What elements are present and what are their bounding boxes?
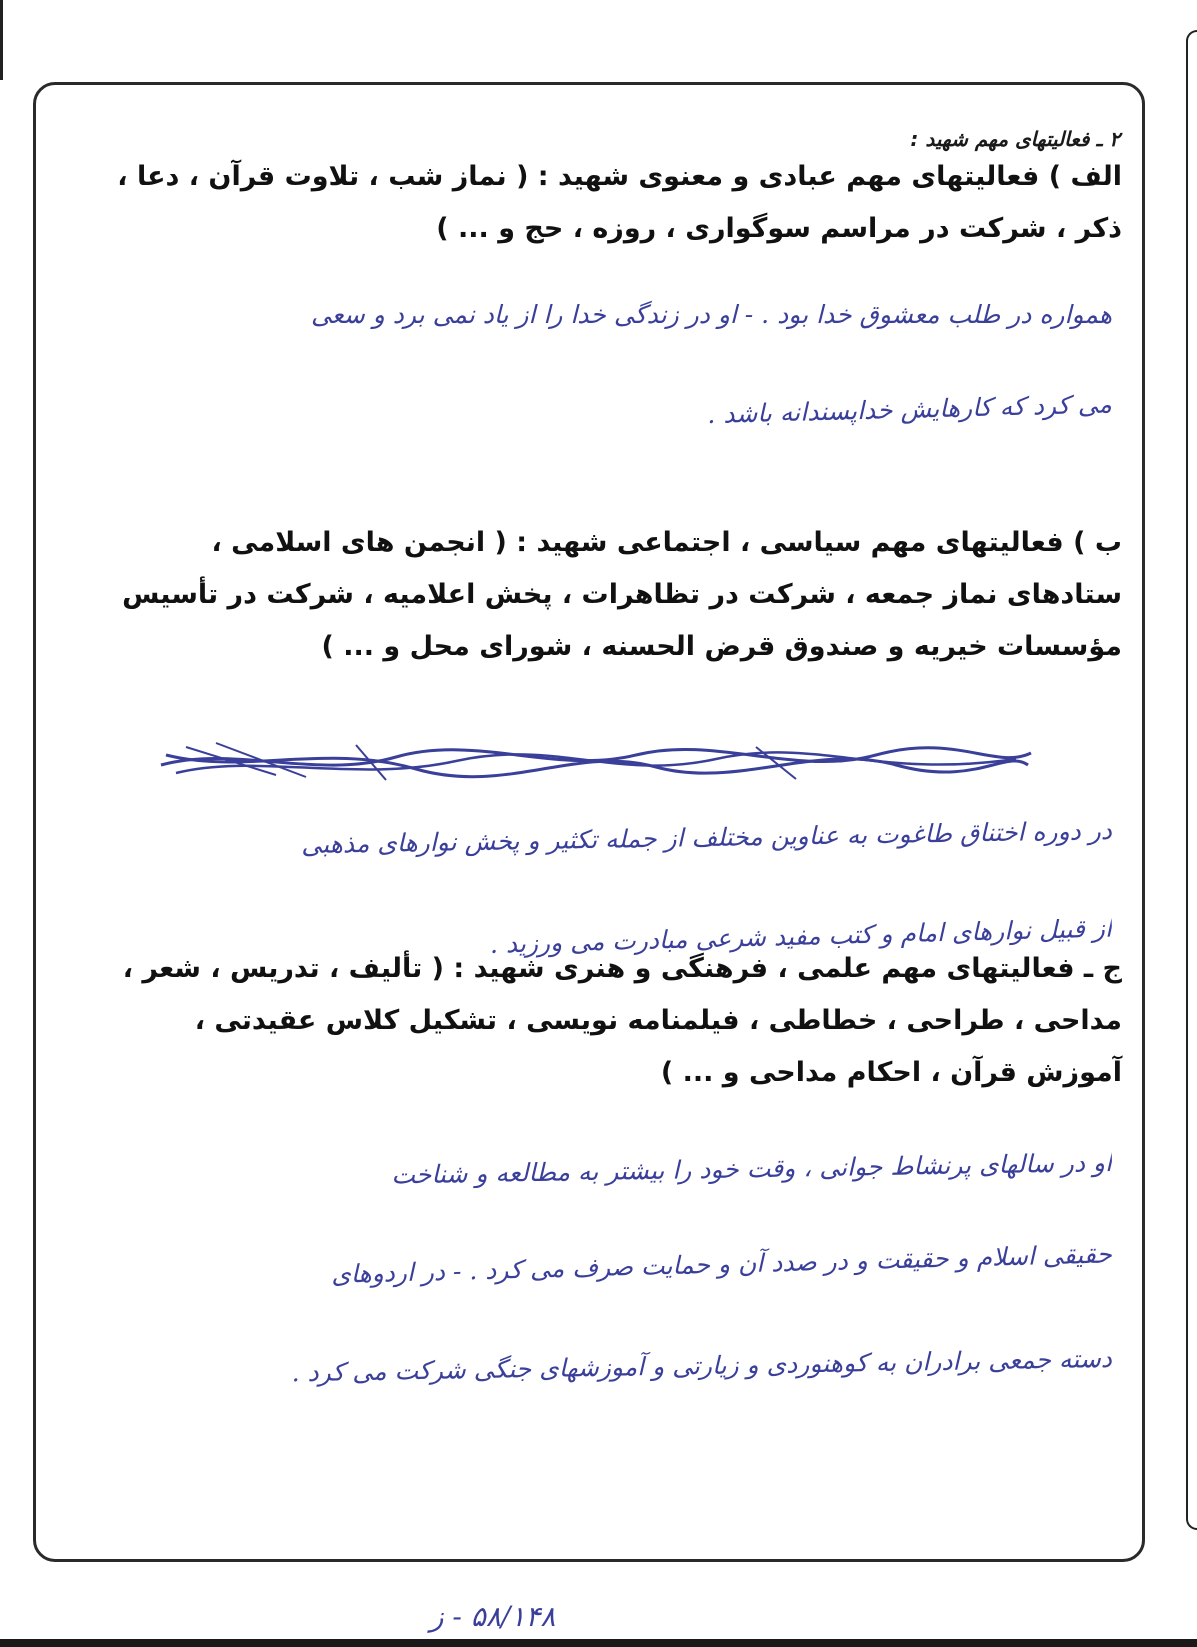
section-a-text [56, 151, 1122, 255]
section-a-handwritten-1: همواره در طلب معشوق خدا بود . - او در زندگی خدا را از یاد نمی برد و سعی [310, 300, 1112, 329]
adjacent-page-frame [1186, 30, 1197, 1530]
section-c-line-3: آموزش قرآن ، احکام مداحی و ... ) [660, 1057, 1122, 1088]
section-c-text [56, 943, 1122, 1099]
scan-bottom-edge [0, 1639, 1197, 1647]
section-b-handwritten-2: از قبیل نوارهای امام و کتب مفید شرعی مبادرت می ورزید . [489, 913, 1113, 959]
section-c-handwritten-1: او در سالهای پرنشاط جوانی ، وقت خود را بیشتر به مطالعه و شناخت [391, 1147, 1113, 1190]
section-b-handwritten-1: در دوره اختناق طاغوت به عناوین مختلف از جمله تکثیر و پخش نوارهای مذهبی [300, 815, 1113, 860]
page-frame [33, 82, 1145, 1562]
section-c-line-2: مداحی ، طراحی ، خطاطی ، فیلمنامه نویسی ، تشکیل کلاس عقیدتی ، [194, 1005, 1122, 1036]
section-b-line-1: ب ) فعالیتهای مهم سیاسی ، اجتماعی شهید : ( انجمن های اسلامی ، [211, 527, 1122, 558]
section-heading: ۲ ـ فعالیتهای مهم شهید : [910, 127, 1120, 151]
section-c-handwritten-2: حقیقی اسلام و حقیقت و در صدد آن و حمایت صرف می کرد . - در اردوهای [330, 1239, 1113, 1289]
section-a-handwritten-2: می کرد که کارهایش خداپسندانه باشد . [706, 389, 1113, 430]
crossed-out-scribble [156, 725, 1036, 795]
page-number-note: ۵۸/۱۴۸ - ز [430, 1600, 556, 1633]
section-c-handwritten-3: دسته جمعی برادران به کوهنوردی و زیارتی و آموزشهای جنگی شرکت می کرد . [291, 1343, 1113, 1388]
section-b-text [56, 517, 1122, 673]
section-b-line-3: مؤسسات خیریه و صندوق قرض الحسنه ، شورای محل و ... ) [321, 631, 1122, 662]
section-a-line-2: ذکر ، شرکت در مراسم سوگواری ، روزه ، حج و ... ) [436, 213, 1122, 244]
scan-edge-mark [0, 0, 8, 80]
section-b-line-2: ستادهای نماز جمعه ، شرکت در تظاهرات ، پخش اعلامیه ، شرکت در تأسیس [122, 579, 1122, 610]
section-c-line-1: ج ـ فعالیتهای مهم علمی ، فرهنگی و هنری شهید : ( تألیف ، تدریس ، شعر ، [122, 953, 1122, 984]
section-a-line-1: الف ) فعالیتهای مهم عبادی و معنوی شهید : ( نماز شب ، تلاوت قرآن ، دعا ، [117, 161, 1122, 192]
